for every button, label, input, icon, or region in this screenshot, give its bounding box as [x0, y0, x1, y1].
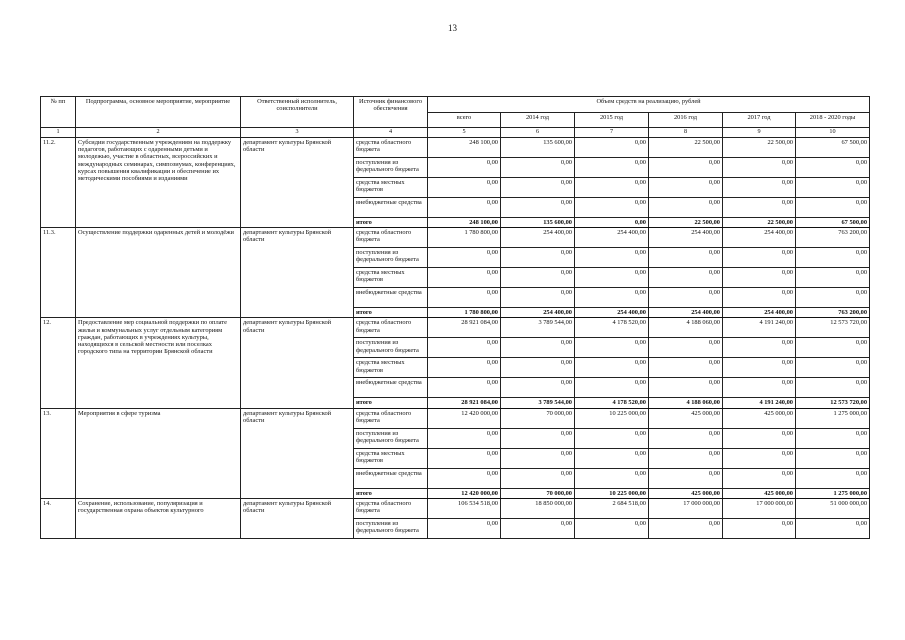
funding-source: внебюджетные средства — [354, 378, 428, 398]
page-number: 13 — [448, 23, 457, 33]
item-name: Сохранение, использование, популяризация и государственная охрана объектов культурного — [76, 498, 241, 538]
amount-cell: 0,00 — [501, 158, 575, 178]
column-number: 8 — [649, 128, 723, 138]
amount-cell: 0,00 — [723, 268, 796, 288]
amount-cell: 0,00 — [796, 428, 870, 448]
amount-cell: 0,00 — [428, 518, 501, 538]
amount-cell: 0,00 — [501, 198, 575, 218]
header-row-1 — [41, 97, 870, 113]
amount-cell: 0,00 — [428, 178, 501, 198]
amount-cell: 425 000,00 — [649, 408, 723, 428]
amount-cell: 0,00 — [796, 198, 870, 218]
amount-cell: 0,00 — [575, 428, 649, 448]
amount-cell: 0,00 — [723, 468, 796, 488]
amount-cell: 0,00 — [796, 288, 870, 308]
amount-cell: 254 400,00 — [723, 308, 796, 318]
amount-cell: 0,00 — [796, 248, 870, 268]
column-number: 5 — [428, 128, 501, 138]
amount-cell: 763 200,00 — [796, 228, 870, 248]
funding-source: итого — [354, 398, 428, 408]
amount-cell: 18 850 000,00 — [501, 498, 575, 518]
amount-cell: 0,00 — [428, 288, 501, 308]
header-year: 2016 год — [649, 112, 723, 128]
amount-cell: 0,00 — [501, 248, 575, 268]
funding-source: средства областного бюджета — [354, 498, 428, 518]
column-number-row — [41, 128, 870, 138]
amount-cell: 425 000,00 — [649, 488, 723, 498]
amount-cell: 0,00 — [501, 358, 575, 378]
amount-cell: 1 275 000,00 — [796, 408, 870, 428]
header-year: 2015 год — [575, 112, 649, 128]
amount-cell: 0,00 — [428, 158, 501, 178]
item-name: Осуществление поддержки одаренных детей и молодёжи — [76, 228, 241, 318]
amount-cell: 0,00 — [501, 178, 575, 198]
amount-cell: 4 188 060,00 — [649, 398, 723, 408]
amount-cell: 0,00 — [649, 268, 723, 288]
amount-cell: 0,00 — [575, 198, 649, 218]
amount-cell: 0,00 — [501, 338, 575, 358]
amount-cell: 254 400,00 — [501, 228, 575, 248]
amount-cell: 0,00 — [649, 338, 723, 358]
amount-cell: 3 789 544,00 — [501, 398, 575, 408]
item-executor: департамент культуры Брянской области — [241, 318, 354, 408]
amount-cell: 0,00 — [796, 158, 870, 178]
amount-cell: 51 000 000,00 — [796, 498, 870, 518]
amount-cell: 0,00 — [428, 338, 501, 358]
funding-source: внебюджетные средства — [354, 288, 428, 308]
item-number: 11.2. — [41, 138, 76, 228]
item-executor: департамент культуры Брянской области — [241, 408, 354, 498]
table-row — [41, 228, 870, 248]
amount-cell: 22 500,00 — [649, 218, 723, 228]
amount-cell: 0,00 — [649, 468, 723, 488]
amount-cell: 254 400,00 — [649, 228, 723, 248]
header-executor: Ответственный исполнитель, соисполнители — [241, 97, 354, 128]
funding-source: итого — [354, 218, 428, 228]
amount-cell: 0,00 — [575, 518, 649, 538]
funding-source: средства местных бюджетов — [354, 268, 428, 288]
amount-cell: 425 000,00 — [723, 408, 796, 428]
amount-cell: 22 500,00 — [723, 218, 796, 228]
amount-cell: 0,00 — [575, 338, 649, 358]
amount-cell: 0,00 — [723, 518, 796, 538]
funding-source: внебюджетные средства — [354, 198, 428, 218]
item-number: 12. — [41, 318, 76, 408]
header-year: всего — [428, 112, 501, 128]
amount-cell: 0,00 — [649, 288, 723, 308]
amount-cell: 0,00 — [575, 218, 649, 228]
column-number: 9 — [723, 128, 796, 138]
amount-cell: 248 100,00 — [428, 218, 501, 228]
header-volume: Объем средств на реализацию, рублей — [428, 97, 870, 113]
item-name: Субсидии государственным учреждениям на поддержку педагогов, работающих с одаренными детьми и молодежью, участие в областных, всероссийских и международных семинарах, симпозиумах, конференциях, курсах повышения квалификации и обеспечение их методическими пособиями и изданиями — [76, 138, 241, 228]
amount-cell: 0,00 — [428, 468, 501, 488]
amount-cell: 0,00 — [723, 448, 796, 468]
funding-source: средства местных бюджетов — [354, 448, 428, 468]
amount-cell: 0,00 — [428, 428, 501, 448]
table-row — [41, 138, 870, 158]
funding-source: средства областного бюджета — [354, 318, 428, 338]
amount-cell: 17 000 000,00 — [723, 498, 796, 518]
amount-cell: 0,00 — [575, 138, 649, 158]
amount-cell: 12 573 720,00 — [796, 318, 870, 338]
funding-source: средства местных бюджетов — [354, 178, 428, 198]
amount-cell: 0,00 — [649, 518, 723, 538]
amount-cell: 0,00 — [796, 448, 870, 468]
amount-cell: 0,00 — [575, 378, 649, 398]
amount-cell: 0,00 — [501, 378, 575, 398]
amount-cell: 0,00 — [796, 338, 870, 358]
amount-cell: 0,00 — [649, 428, 723, 448]
column-number: 1 — [41, 128, 76, 138]
header-year: 2014 год — [501, 112, 575, 128]
item-number: 14. — [41, 498, 76, 538]
item-number: 13. — [41, 408, 76, 498]
amount-cell: 12 573 720,00 — [796, 398, 870, 408]
column-number: 6 — [501, 128, 575, 138]
header-num: № пп — [41, 97, 76, 128]
amount-cell: 0,00 — [501, 268, 575, 288]
amount-cell: 0,00 — [501, 428, 575, 448]
column-number: 3 — [241, 128, 354, 138]
amount-cell: 1 275 000,00 — [796, 488, 870, 498]
amount-cell: 10 225 000,00 — [575, 408, 649, 428]
column-number: 4 — [354, 128, 428, 138]
item-executor: департамент культуры Брянской области — [241, 228, 354, 318]
amount-cell: 28 921 084,00 — [428, 398, 501, 408]
amount-cell: 0,00 — [796, 358, 870, 378]
amount-cell: 0,00 — [649, 158, 723, 178]
amount-cell: 0,00 — [723, 178, 796, 198]
amount-cell: 0,00 — [575, 288, 649, 308]
amount-cell: 0,00 — [649, 378, 723, 398]
table-body — [41, 138, 870, 539]
amount-cell: 1 780 800,00 — [428, 308, 501, 318]
amount-cell: 4 191 240,00 — [723, 318, 796, 338]
amount-cell: 135 600,00 — [501, 138, 575, 158]
funding-source: поступления из федерального бюджета — [354, 518, 428, 538]
budget-table — [40, 96, 870, 539]
amount-cell: 0,00 — [649, 248, 723, 268]
amount-cell: 0,00 — [575, 158, 649, 178]
amount-cell: 0,00 — [723, 378, 796, 398]
table-row — [41, 408, 870, 428]
funding-source: поступления из федерального бюджета — [354, 428, 428, 448]
column-number: 10 — [796, 128, 870, 138]
amount-cell: 70 000,00 — [501, 488, 575, 498]
amount-cell: 0,00 — [428, 358, 501, 378]
amount-cell: 22 500,00 — [723, 138, 796, 158]
amount-cell: 67 500,00 — [796, 218, 870, 228]
amount-cell: 0,00 — [796, 268, 870, 288]
amount-cell: 0,00 — [501, 288, 575, 308]
amount-cell: 0,00 — [501, 518, 575, 538]
amount-cell: 0,00 — [723, 198, 796, 218]
amount-cell: 0,00 — [649, 358, 723, 378]
amount-cell: 0,00 — [428, 378, 501, 398]
amount-cell: 254 400,00 — [723, 228, 796, 248]
amount-cell: 254 400,00 — [575, 228, 649, 248]
item-number: 11.3. — [41, 228, 76, 318]
amount-cell: 0,00 — [428, 268, 501, 288]
amount-cell: 0,00 — [501, 448, 575, 468]
amount-cell: 763 200,00 — [796, 308, 870, 318]
amount-cell: 12 420 000,00 — [428, 488, 501, 498]
amount-cell: 425 000,00 — [723, 488, 796, 498]
amount-cell: 0,00 — [428, 248, 501, 268]
amount-cell: 67 500,00 — [796, 138, 870, 158]
funding-source: средства областного бюджета — [354, 408, 428, 428]
funding-source: средства областного бюджета — [354, 138, 428, 158]
amount-cell: 1 780 800,00 — [428, 228, 501, 248]
funding-source: поступления из федерального бюджета — [354, 158, 428, 178]
header-year: 2017 год — [723, 112, 796, 128]
amount-cell: 0,00 — [501, 468, 575, 488]
amount-cell: 0,00 — [649, 198, 723, 218]
funding-source: средства областного бюджета — [354, 228, 428, 248]
item-name: Предоставление мер социальной поддержки по оплате жилья и коммунальных услуг отдельным категориям граждан, работающих в учреждениях культуры, находящихся в сельской местности или поселках городского типа на территории Брянской области — [76, 318, 241, 408]
amount-cell: 106 534 518,00 — [428, 498, 501, 518]
item-executor: департамент культуры Брянской области — [241, 498, 354, 538]
amount-cell: 0,00 — [723, 338, 796, 358]
funding-source: внебюджетные средства — [354, 468, 428, 488]
amount-cell: 0,00 — [575, 268, 649, 288]
amount-cell: 248 100,00 — [428, 138, 501, 158]
amount-cell: 0,00 — [428, 198, 501, 218]
column-number: 7 — [575, 128, 649, 138]
amount-cell: 0,00 — [723, 288, 796, 308]
header-program: Подпрограмма, основное мероприятие, мероприятие — [76, 97, 241, 128]
amount-cell: 254 400,00 — [649, 308, 723, 318]
amount-cell: 70 000,00 — [501, 408, 575, 428]
amount-cell: 2 684 518,00 — [575, 498, 649, 518]
amount-cell: 17 000 000,00 — [649, 498, 723, 518]
amount-cell: 0,00 — [575, 358, 649, 378]
amount-cell: 254 400,00 — [501, 308, 575, 318]
amount-cell: 0,00 — [428, 448, 501, 468]
amount-cell: 4 178 520,00 — [575, 398, 649, 408]
item-executor: департамент культуры Брянской области — [241, 138, 354, 228]
amount-cell: 22 500,00 — [649, 138, 723, 158]
amount-cell: 0,00 — [649, 448, 723, 468]
item-name: Мероприятия в сфере туризма — [76, 408, 241, 498]
funding-source: итого — [354, 488, 428, 498]
amount-cell: 0,00 — [796, 468, 870, 488]
amount-cell: 0,00 — [649, 178, 723, 198]
funding-source: поступления из федерального бюджета — [354, 338, 428, 358]
amount-cell: 0,00 — [796, 178, 870, 198]
amount-cell: 0,00 — [723, 248, 796, 268]
amount-cell: 4 188 060,00 — [649, 318, 723, 338]
amount-cell: 0,00 — [575, 468, 649, 488]
amount-cell: 4 191 240,00 — [723, 398, 796, 408]
amount-cell: 0,00 — [575, 448, 649, 468]
amount-cell: 0,00 — [575, 178, 649, 198]
amount-cell: 0,00 — [796, 378, 870, 398]
funding-source: поступления из федерального бюджета — [354, 248, 428, 268]
amount-cell: 0,00 — [723, 358, 796, 378]
amount-cell: 0,00 — [796, 518, 870, 538]
amount-cell: 0,00 — [575, 248, 649, 268]
amount-cell: 12 420 000,00 — [428, 408, 501, 428]
column-number: 2 — [76, 128, 241, 138]
funding-source: средства местных бюджетов — [354, 358, 428, 378]
amount-cell: 10 225 000,00 — [575, 488, 649, 498]
amount-cell: 254 400,00 — [575, 308, 649, 318]
amount-cell: 3 789 544,00 — [501, 318, 575, 338]
amount-cell: 135 600,00 — [501, 218, 575, 228]
amount-cell: 4 178 520,00 — [575, 318, 649, 338]
table-row — [41, 498, 870, 518]
amount-cell: 0,00 — [723, 158, 796, 178]
header-year: 2018 - 2020 годы — [796, 112, 870, 128]
amount-cell: 0,00 — [723, 428, 796, 448]
amount-cell: 28 921 084,00 — [428, 318, 501, 338]
table-row — [41, 318, 870, 338]
funding-source: итого — [354, 308, 428, 318]
header-source: Источник финансового обеспечения — [354, 97, 428, 128]
